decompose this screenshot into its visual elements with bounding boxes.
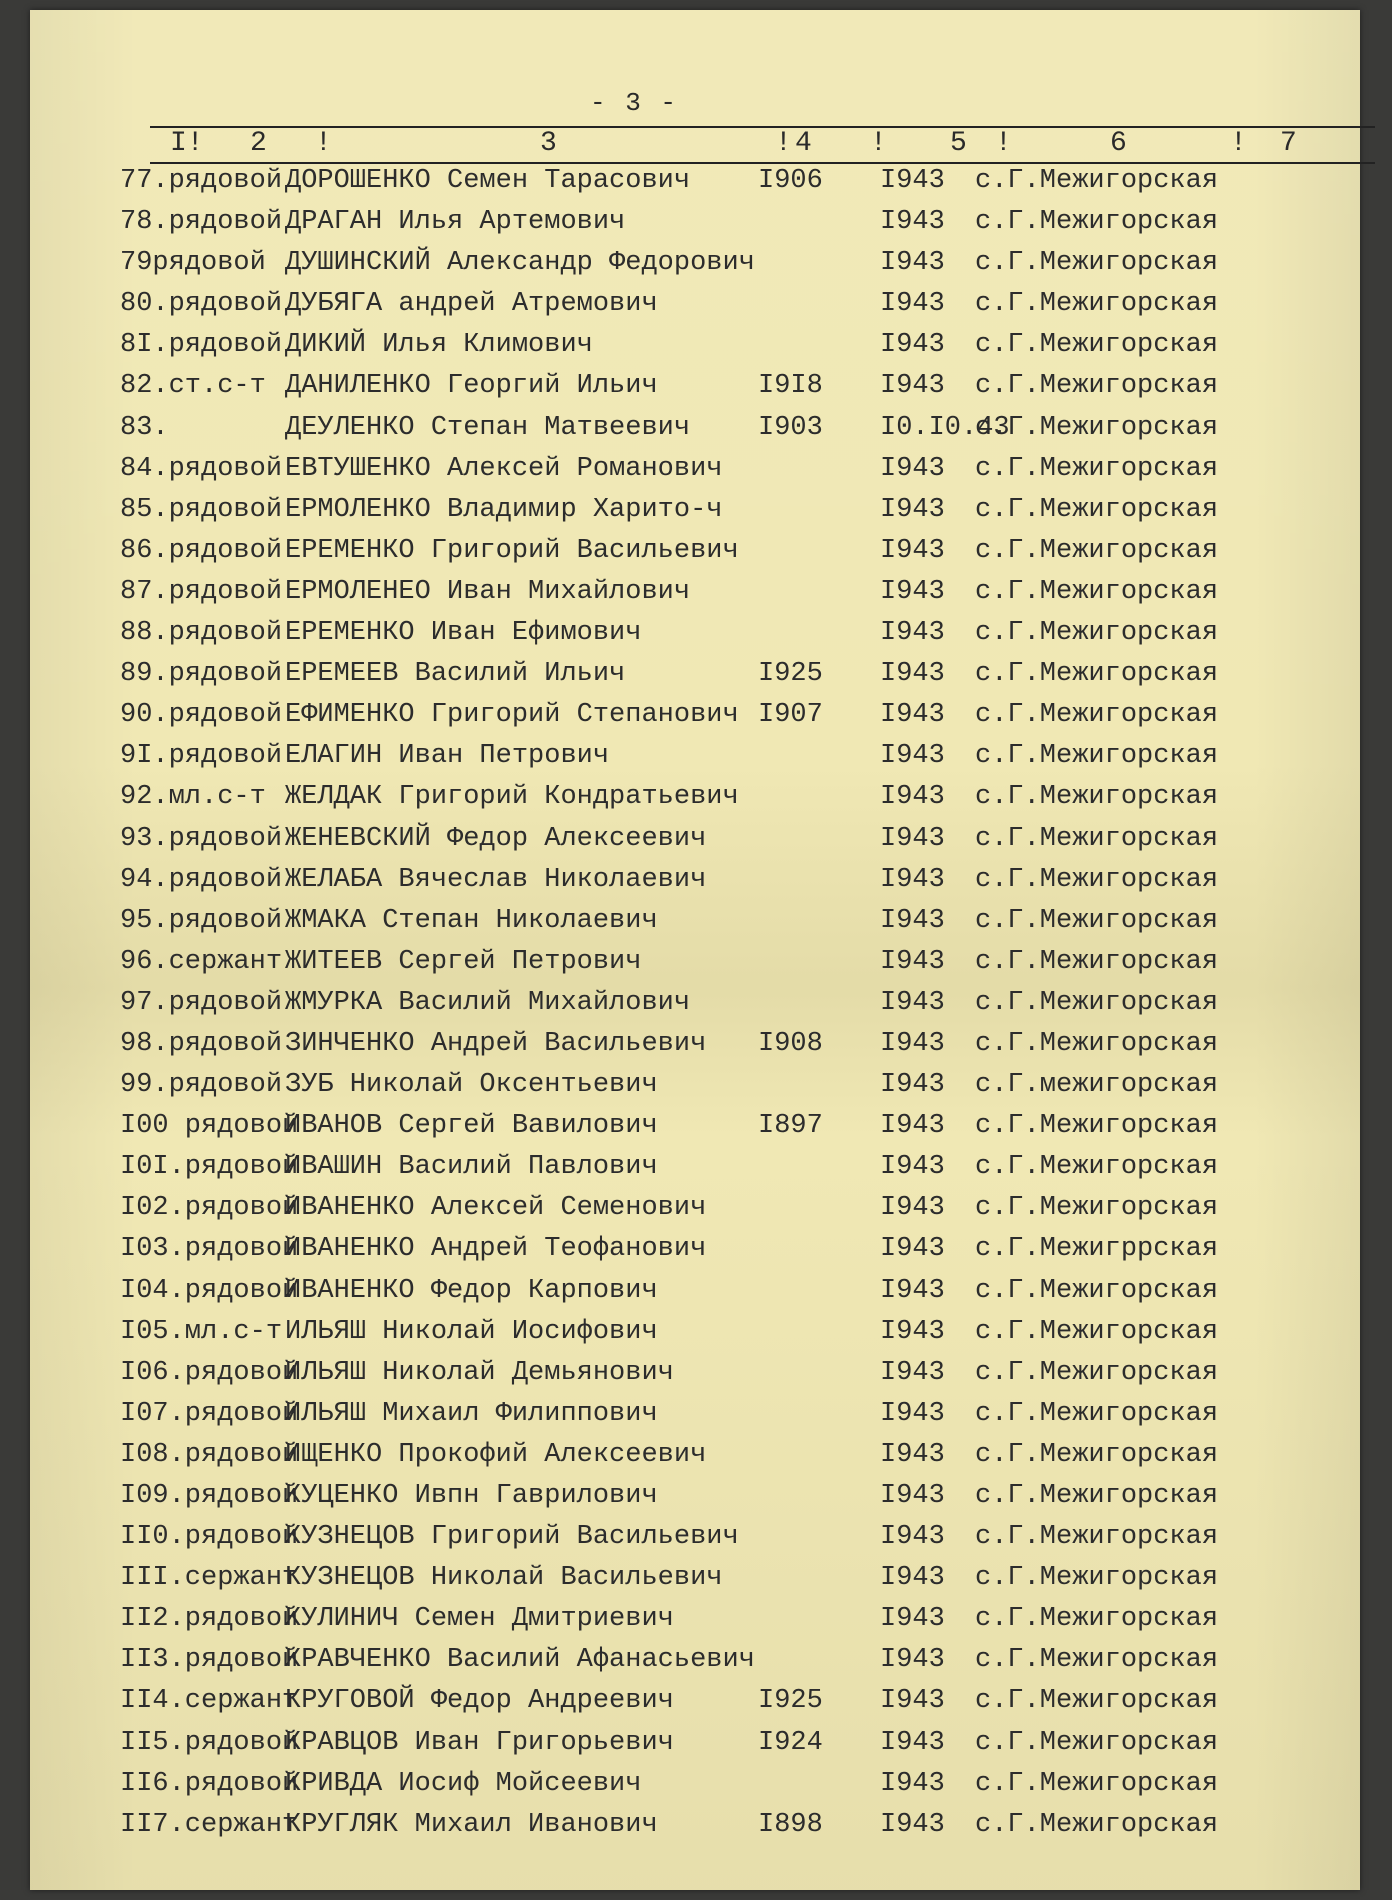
row-date: I943 (880, 330, 945, 361)
row-full-name: КРУГОВОЙ Федор Андреевич (285, 1686, 674, 1717)
row-date: I0.I0.43 (880, 412, 1010, 443)
header-col-3: 3 (540, 128, 557, 159)
row-number-rank: 8I.рядовой (120, 330, 283, 361)
row-full-name: ЗИНЧЕНКО Андрей Васильевич (285, 1028, 707, 1059)
table-row (30, 1395, 1360, 1436)
row-date: I943 (880, 248, 945, 279)
row-full-name: ИВАНЕНКО Федор Карпович (285, 1275, 658, 1306)
header-col-4: 4 (795, 128, 812, 159)
header-sep-3: ! (870, 128, 887, 159)
header-sep-1: ! (315, 128, 332, 159)
table-row (30, 1559, 1360, 1600)
row-date: I943 (880, 823, 945, 854)
row-place: с.Г.Межигорская (975, 1316, 1219, 1347)
table-row (30, 614, 1360, 655)
table-row (30, 1148, 1360, 1189)
row-full-name: КРИВДА Иосиф Мойсеевич (285, 1768, 642, 1799)
row-date: I943 (880, 1357, 945, 1388)
row-place: с.Г.Межигорская (975, 371, 1219, 402)
row-date: I943 (880, 1439, 945, 1470)
row-place: с.Г.Межигорская (975, 576, 1219, 607)
table-row (30, 367, 1360, 408)
row-number-rank: II4.сержант (120, 1686, 299, 1717)
row-number-rank: I05.мл.с-т (120, 1316, 283, 1347)
row-number-rank: II0.рядовой (120, 1522, 299, 1553)
row-full-name: ИЛЬЯШ Николай Демьянович (285, 1357, 674, 1388)
row-place: с.Г.Межигорская (975, 535, 1219, 566)
row-full-name: ДОРОШЕНКО Семен Тарасович (285, 166, 691, 196)
table-row (30, 1230, 1360, 1271)
row-date: I943 (880, 1275, 945, 1306)
table-row (30, 696, 1360, 737)
header-sep-2: ! (775, 128, 792, 159)
table-row (30, 820, 1360, 861)
row-place: с.Г.межигорская (975, 1070, 1219, 1101)
document-sheet (30, 10, 1360, 1890)
row-full-name: ИЛЬЯШ Николай Иосифович (285, 1316, 658, 1347)
table-row (30, 203, 1360, 244)
row-place: с.Г.Межигорская (975, 1481, 1219, 1511)
row-date: I943 (880, 576, 945, 607)
table-row (30, 1600, 1360, 1641)
row-date: I943 (880, 741, 945, 772)
row-number-rank: 80.рядовой (120, 289, 283, 320)
table-row (30, 532, 1360, 573)
row-number-rank: 83. (120, 412, 169, 443)
row-place: с.Г.Межигорская (975, 1275, 1219, 1306)
row-full-name: ЖМАКА Степан Николаевич (285, 905, 658, 936)
row-date: I943 (880, 782, 945, 813)
row-full-name: ЕРЕМЕНКО Иван Ефимович (285, 618, 642, 649)
row-date: I943 (880, 905, 945, 936)
row-place: с.Г.Межигорская (975, 1645, 1219, 1676)
row-date: I943 (880, 1111, 945, 1142)
row-birth-year: I925 (758, 1686, 823, 1717)
row-number-rank: I03.рядовой (120, 1234, 299, 1265)
row-date: I943 (880, 1645, 945, 1676)
row-number-rank: I00 рядовой (120, 1111, 299, 1142)
row-place: с.Г.Межигорская (975, 289, 1219, 320)
row-full-name: ИВАНЕНКО Андрей Теофанович (285, 1234, 707, 1265)
row-place: с.Г.Межигорская (975, 1398, 1219, 1429)
row-number-rank: 79рядовой (120, 248, 266, 279)
row-place: с.Г.Межигорская (975, 330, 1219, 361)
row-number-rank: I04.рядовой (120, 1275, 299, 1306)
row-date: I943 (880, 166, 945, 196)
row-place: с.Г.Межигорская (975, 1152, 1219, 1183)
row-full-name: ИЩЕНКО Прокофий Алексеевич (285, 1439, 707, 1470)
table-row (30, 902, 1360, 943)
table-header (150, 128, 1375, 162)
row-number-rank: II7.сержант (120, 1809, 299, 1840)
table-row (30, 1066, 1360, 1107)
row-full-name: КУЗНЕЦОВ Николай Васильевич (285, 1563, 723, 1594)
row-date: I943 (880, 207, 945, 238)
row-full-name: ДУБЯГА андрей Атремович (285, 289, 658, 320)
row-place: с.Г.Межигорская (975, 1604, 1219, 1635)
row-date: I943 (880, 700, 945, 731)
row-date: I943 (880, 1686, 945, 1717)
row-birth-year: I924 (758, 1727, 823, 1758)
table-row (30, 1477, 1360, 1518)
table-row (30, 1189, 1360, 1230)
header-col-6: 6 (1110, 128, 1127, 159)
table-row (30, 778, 1360, 819)
table-row (30, 450, 1360, 491)
row-number-rank: 99.рядовой (120, 1070, 283, 1101)
row-full-name: ИЛЬЯШ Михаил Филиппович (285, 1398, 658, 1429)
row-date: I943 (880, 453, 945, 484)
row-full-name: ЕРМОЛЕНКО Владимир Харито-ч (285, 494, 723, 525)
table-row (30, 409, 1360, 450)
row-number-rank: I02.рядовой (120, 1193, 299, 1224)
row-full-name: ЕВТУШЕНКО Алексей Романович (285, 453, 723, 484)
row-number-rank: 96.сержант (120, 946, 283, 977)
row-date: I943 (880, 946, 945, 977)
table-row (30, 491, 1360, 532)
row-number-rank: I07.рядовой (120, 1398, 299, 1429)
row-date: I943 (880, 1768, 945, 1799)
row-number-rank: II2.рядовой (120, 1604, 299, 1635)
table-row (30, 1765, 1360, 1806)
row-date: I943 (880, 289, 945, 320)
row-date: I943 (880, 1522, 945, 1553)
row-number-rank: 98.рядовой (120, 1028, 283, 1059)
header-sep-4: ! (995, 128, 1012, 159)
table-row (30, 1313, 1360, 1354)
row-date: I943 (880, 1070, 945, 1101)
table-row (30, 1724, 1360, 1765)
row-number-rank: 92.мл.с-т (120, 782, 266, 813)
table-row (30, 162, 1360, 203)
table-row (30, 861, 1360, 902)
row-number-rank: I0I.рядовой (120, 1152, 299, 1183)
table-row (30, 573, 1360, 614)
row-number-rank: I08.рядовой (120, 1439, 299, 1470)
row-date: I943 (880, 1398, 945, 1429)
row-number-rank: II3.рядовой (120, 1645, 299, 1676)
row-place: с.Г.Межигорская (975, 1357, 1219, 1388)
table-row (30, 1436, 1360, 1477)
row-place: с.Г.Межигорская (975, 1193, 1219, 1224)
row-number-rank: III.сержант (120, 1563, 299, 1594)
table-row (30, 1518, 1360, 1559)
row-place: с.Г.Межигорская (975, 1563, 1219, 1594)
row-full-name: КРУГЛЯК Михаил Иванович (285, 1809, 658, 1840)
row-birth-year: I925 (758, 659, 823, 690)
table-row (30, 737, 1360, 778)
page-number: - 3 - (590, 88, 679, 118)
row-place: с.Г.Межигорская (975, 987, 1219, 1018)
row-number-rank: 93.рядовой (120, 823, 283, 854)
table-row (30, 244, 1360, 285)
table-row (30, 1025, 1360, 1066)
row-full-name: ИВАШИН Василий Павлович (285, 1152, 658, 1183)
table-row (30, 1107, 1360, 1148)
row-date: I943 (880, 1193, 945, 1224)
row-number-rank: 77.рядовой (120, 166, 283, 196)
row-place: с.Г.Межигорская (975, 453, 1219, 484)
row-number-rank: II5.рядовой (120, 1727, 299, 1758)
row-birth-year: I908 (758, 1028, 823, 1059)
row-place: с.Г.Межигорская (975, 864, 1219, 895)
row-full-name: ЖЕЛДАК Григорий Кондратьевич (285, 782, 739, 813)
row-full-name: ДАНИЛЕНКО Георгий Ильич (285, 371, 658, 402)
row-date: I943 (880, 1152, 945, 1183)
row-place: с.Г.Межигорская (975, 207, 1219, 238)
header-sep-5: ! (1230, 128, 1247, 159)
row-full-name: ЖЕЛАБА Вячеслав Николаевич (285, 864, 707, 895)
row-number-rank: 89.рядовой (120, 659, 283, 690)
row-date: I943 (880, 535, 945, 566)
row-place: с.Г.Межигррская (975, 1234, 1219, 1265)
row-number-rank: 78.рядовой (120, 207, 283, 238)
row-full-name: ИВАНЕНКО Алексей Семенович (285, 1193, 707, 1224)
row-place: с.Г.Межигорская (975, 946, 1219, 977)
row-number-rank: 87.рядовой (120, 576, 283, 607)
row-date: I943 (880, 494, 945, 525)
row-full-name: ЕРЕМЕЕВ Василий Ильич (285, 659, 626, 690)
row-full-name: ЗУБ Николай Оксентьевич (285, 1070, 658, 1101)
row-full-name: ЖЕНЕВСКИЙ Федор Алексеевич (285, 823, 707, 854)
header-col-7: 7 (1280, 128, 1297, 159)
row-birth-year: I9I8 (758, 371, 823, 402)
header-col-5: 5 (950, 128, 967, 159)
row-date: I943 (880, 864, 945, 895)
row-number-rank: II6.рядовой (120, 1768, 299, 1799)
table-row (30, 1354, 1360, 1395)
row-place: с.Г.Межигорская (975, 700, 1219, 731)
row-place: с.Г.Межигорская (975, 1439, 1219, 1470)
row-full-name: ЖМУРКА Василий Михайлович (285, 987, 691, 1018)
row-birth-year: I897 (758, 1111, 823, 1142)
row-date: I943 (880, 371, 945, 402)
row-place: с.Г.Межигорская (975, 166, 1219, 196)
table-row (30, 1806, 1360, 1847)
header-col-1: I! (170, 128, 204, 159)
table-row (30, 326, 1360, 367)
row-place: с.Г.Межигорская (975, 618, 1219, 649)
row-number-rank: 95.рядовой (120, 905, 283, 936)
row-number-rank: 85.рядовой (120, 494, 283, 525)
row-full-name: ИВАНОВ Сергей Вавилович (285, 1111, 658, 1142)
row-date: I943 (880, 1316, 945, 1347)
row-birth-year: I898 (758, 1809, 823, 1840)
header-col-2: 2 (250, 128, 267, 159)
row-place: с.Г.Межигорская (975, 905, 1219, 936)
table-row (30, 655, 1360, 696)
row-number-rank: 9I.рядовой (120, 741, 283, 772)
row-number-rank: 88.рядовой (120, 618, 283, 649)
row-birth-year: I907 (758, 700, 823, 731)
row-number-rank: I09.рядовой (120, 1481, 299, 1511)
row-number-rank: 97.рядовой (120, 987, 283, 1018)
row-full-name: КРАВЧЕНКО Василий Афанасьевич (285, 1645, 755, 1676)
row-date: I943 (880, 618, 945, 649)
row-place: с.Г.Межигорская (975, 412, 1219, 443)
row-place: с.Г.Межигорская (975, 1522, 1219, 1553)
row-full-name: КУЗНЕЦОВ Григорий Васильевич (285, 1522, 739, 1553)
row-place: с.Г.Межигорская (975, 659, 1219, 690)
row-place: с.Г.Межигорская (975, 823, 1219, 854)
row-birth-year: I903 (758, 412, 823, 443)
row-full-name: КУЛИНИЧ Семен Дмитриевич (285, 1604, 674, 1635)
row-birth-year: I906 (758, 166, 823, 196)
row-number-rank: I06.рядовой (120, 1357, 299, 1388)
row-full-name: КРАВЦОВ Иван Григорьевич (285, 1727, 674, 1758)
table-row (30, 1682, 1360, 1723)
table-row (30, 285, 1360, 326)
row-place: с.Г.Межигорская (975, 1686, 1219, 1717)
row-place: с.Г.Межигорская (975, 1111, 1219, 1142)
row-full-name: ЕРЕМЕНКО Григорий Васильевич (285, 535, 739, 566)
row-date: I943 (880, 1481, 945, 1511)
row-date: I943 (880, 987, 945, 1018)
row-place: с.Г.Межигорская (975, 741, 1219, 772)
row-full-name: КУЦЕНКО Ивпн Гаврилович (285, 1481, 658, 1511)
row-date: I943 (880, 1234, 945, 1265)
row-place: с.Г.Межигорская (975, 1768, 1219, 1799)
table-row (30, 1641, 1360, 1682)
row-place: с.Г.Межигорская (975, 782, 1219, 813)
row-date: I943 (880, 1604, 945, 1635)
row-place: с.Г.Межигорская (975, 494, 1219, 525)
row-full-name: ЕФИМЕНКО Григорий Степанович (285, 700, 739, 731)
row-full-name: ДУШИНСКИЙ Александр Федорович (285, 248, 755, 279)
table-row (30, 984, 1360, 1025)
row-date: I943 (880, 1028, 945, 1059)
row-full-name: ДРАГАН Илья Артемович (285, 207, 626, 238)
row-date: I943 (880, 1727, 945, 1758)
row-number-rank: 82.ст.с-т (120, 371, 266, 402)
row-place: с.Г.Межигорская (975, 248, 1219, 279)
row-place: с.Г.Межигорская (975, 1809, 1219, 1840)
row-number-rank: 90.рядовой (120, 700, 283, 731)
row-number-rank: 94.рядовой (120, 864, 283, 895)
row-number-rank: 86.рядовой (120, 535, 283, 566)
row-full-name: ЕЛАГИН Иван Петрович (285, 741, 610, 772)
records-list (30, 162, 1360, 1847)
table-row (30, 943, 1360, 984)
row-number-rank: 84.рядовой (120, 453, 283, 484)
row-date: I943 (880, 1809, 945, 1840)
row-place: с.Г.Межигорская (975, 1727, 1219, 1758)
row-full-name: ЖИТЕЕВ Сергей Петрович (285, 946, 642, 977)
row-place: с.Г.Межигорская (975, 1028, 1219, 1059)
row-date: I943 (880, 1563, 945, 1594)
row-date: I943 (880, 659, 945, 690)
table-row (30, 1272, 1360, 1313)
row-full-name: ДИКИЙ Илья Климович (285, 330, 593, 361)
row-full-name: ЕРМОЛЕНЕО Иван Михайлович (285, 576, 691, 607)
row-full-name: ДЕУЛЕНКО Степан Матвеевич (285, 412, 691, 443)
